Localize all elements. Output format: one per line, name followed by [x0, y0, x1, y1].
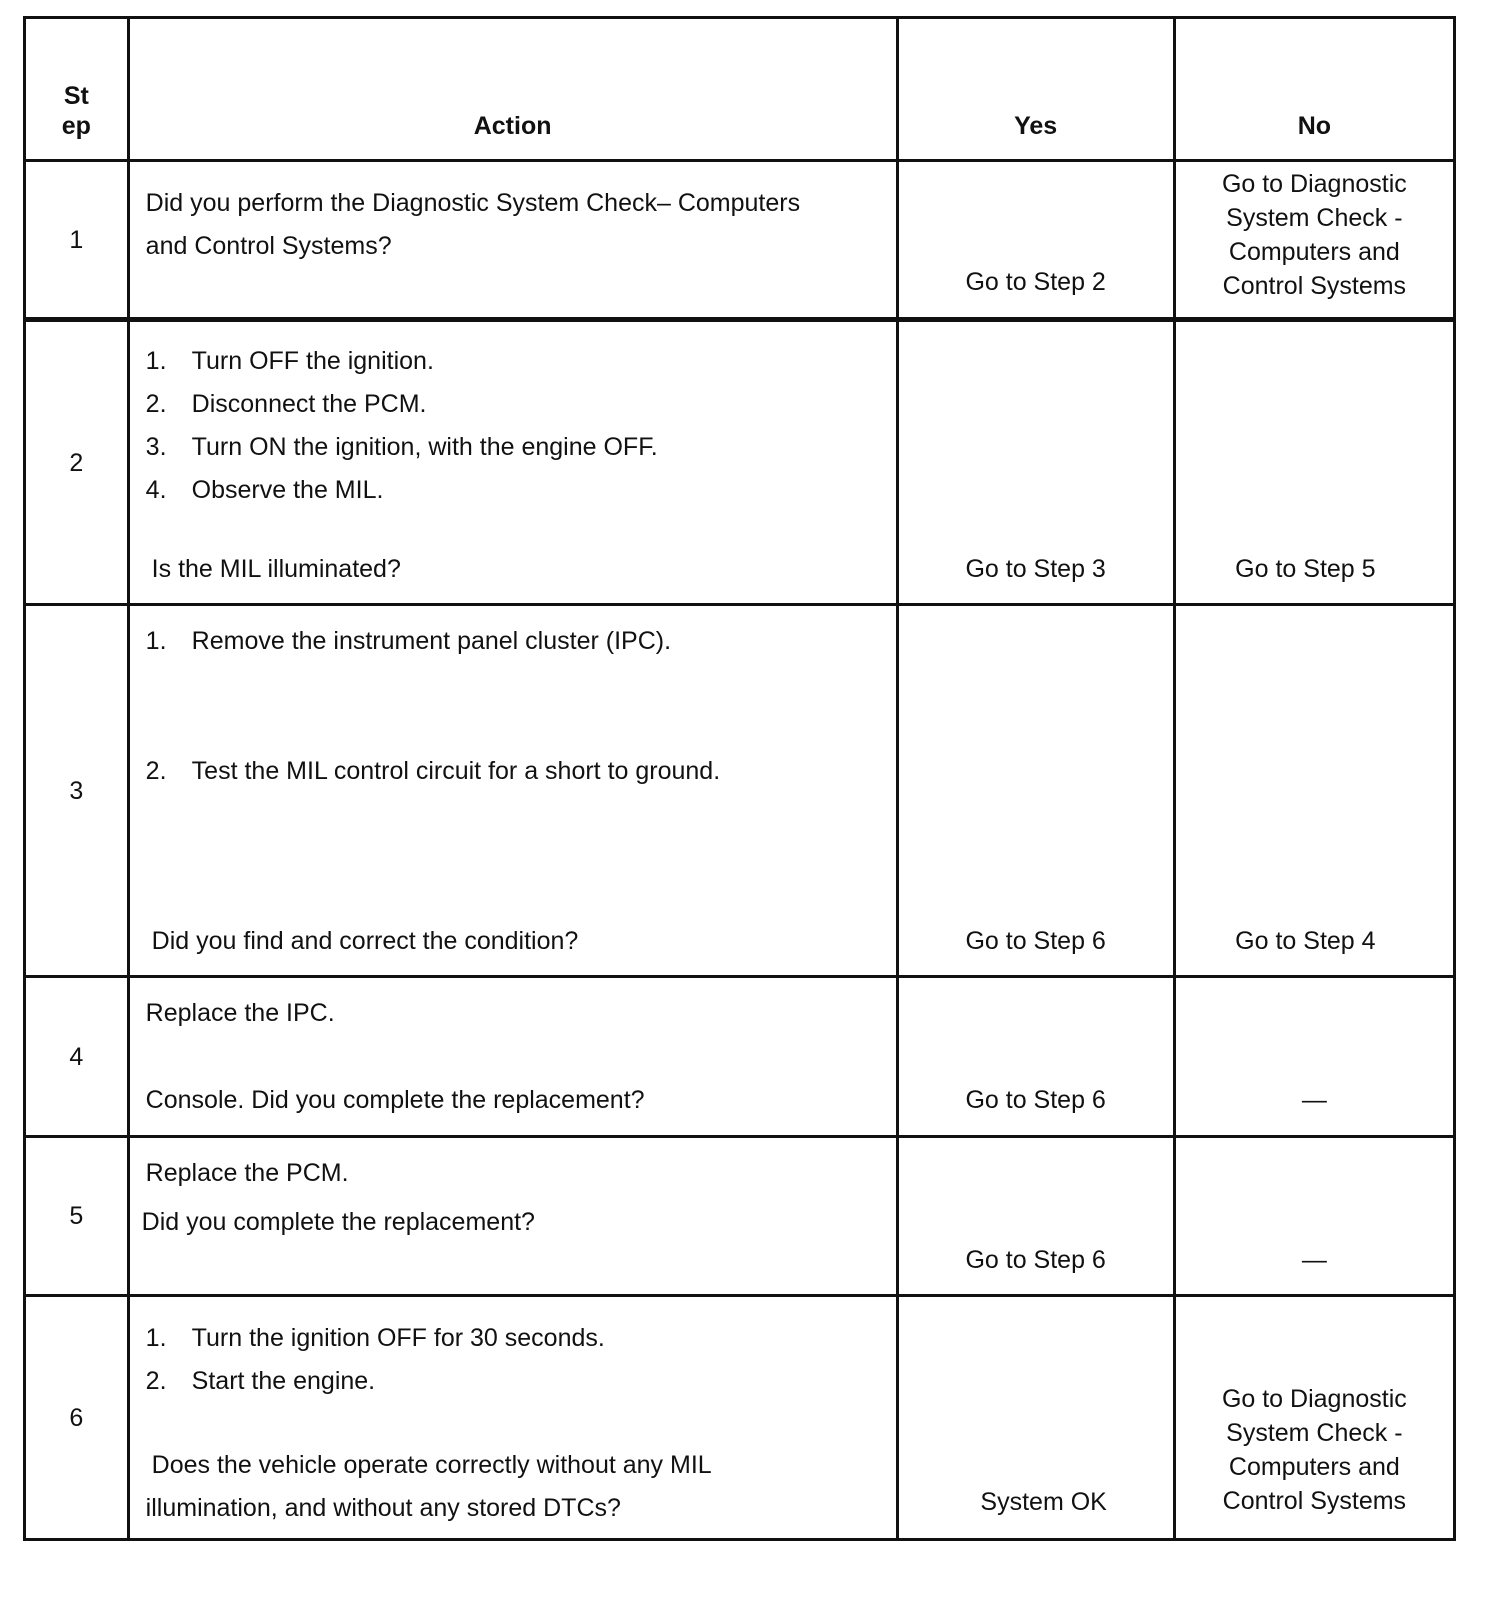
yes-cell [897, 1296, 1174, 1540]
question-text: Does the vehicle operate correctly without any MIL illumination, and without any stored DTCs? [145, 1451, 712, 1522]
header-yes: Yes [897, 18, 1174, 161]
no-cell [1174, 161, 1454, 320]
yes-result: Go to Step 2 [965, 268, 1106, 296]
step-number: 4 [25, 977, 129, 1137]
list-item: 4. Observe the MIL. [145, 476, 384, 504]
step-number: 3 [25, 605, 129, 977]
list-item: 2. Disconnect the PCM. [145, 390, 427, 418]
no-cell [1174, 320, 1454, 605]
no-result: Go to Diagnostic System Check - Computers and Control Systems [1221, 170, 1407, 300]
yes-cell [897, 320, 1174, 605]
step-number: 1 [25, 161, 129, 320]
yes-cell [897, 161, 1174, 320]
action-text: Replace the IPC. [145, 999, 335, 1027]
no-result: Go to Step 4 [1235, 927, 1376, 955]
step-number: 2 [25, 320, 129, 605]
no-result-dash: — [1301, 1086, 1327, 1114]
yes-result: Go to Step 6 [965, 927, 1106, 955]
step-number: 6 [25, 1296, 129, 1540]
no-result-dash: — [1301, 1246, 1327, 1274]
table-row-step-1 [25, 161, 1455, 320]
action-text: Replace the PCM. [145, 1159, 349, 1187]
no-result: Go to Diagnostic System Check - Computers and Control Systems [1221, 1385, 1407, 1515]
no-cell [1174, 977, 1454, 1137]
list-item: 3. Turn ON the ignition, with the engine OFF. [145, 433, 658, 461]
list-item: 1. Turn OFF the ignition. [145, 347, 434, 375]
yes-result: Go to Step 6 [965, 1086, 1106, 1114]
action-cell [128, 161, 897, 320]
question-text: Is the MIL illuminated? [151, 555, 401, 583]
list-item: 2. Start the engine. [145, 1367, 376, 1395]
no-cell [1174, 1296, 1454, 1540]
yes-result: Go to Step 3 [965, 555, 1106, 583]
header-action: Action [128, 18, 897, 161]
yes-result: Go to Step 6 [965, 1246, 1106, 1274]
action-cell [128, 977, 897, 1137]
yes-result: System OK [980, 1488, 1107, 1516]
action-text: Did you perform the Diagnostic System Check– Computers [145, 189, 801, 217]
table-row-step-2 [25, 320, 1455, 605]
question-text: Console. Did you complete the replacement? [145, 1086, 645, 1114]
table-row-step-6 [25, 1296, 1455, 1540]
list-item: 1. Remove the instrument panel cluster (IPC). [145, 627, 672, 655]
no-cell [1174, 1137, 1454, 1296]
action-text: and Control Systems? [145, 231, 392, 260]
diagnostic-table [23, 16, 1456, 1541]
no-result: Go to Step 5 [1235, 555, 1376, 583]
yes-cell [897, 605, 1174, 977]
header-row [25, 18, 1455, 161]
table-row-step-5 [25, 1137, 1455, 1296]
action-cell [128, 1296, 897, 1540]
yes-cell [897, 1137, 1174, 1296]
table-row-step-4 [25, 977, 1455, 1137]
header-step: St ep [25, 18, 129, 161]
no-cell [1174, 605, 1454, 977]
list-item: 2. Test the MIL control circuit for a short to ground. [145, 757, 721, 785]
action-cell [128, 1137, 897, 1296]
header-no: No [1174, 18, 1454, 161]
action-cell [128, 320, 897, 605]
yes-cell [897, 977, 1174, 1137]
question-text: Did you complete the replacement? [141, 1208, 535, 1236]
action-cell [128, 605, 897, 977]
table-row-step-3 [25, 605, 1455, 977]
list-item: 1. Turn the ignition OFF for 30 seconds. [145, 1324, 605, 1352]
question-text: Did you find and correct the condition? [151, 927, 579, 955]
step-number: 5 [25, 1137, 129, 1296]
